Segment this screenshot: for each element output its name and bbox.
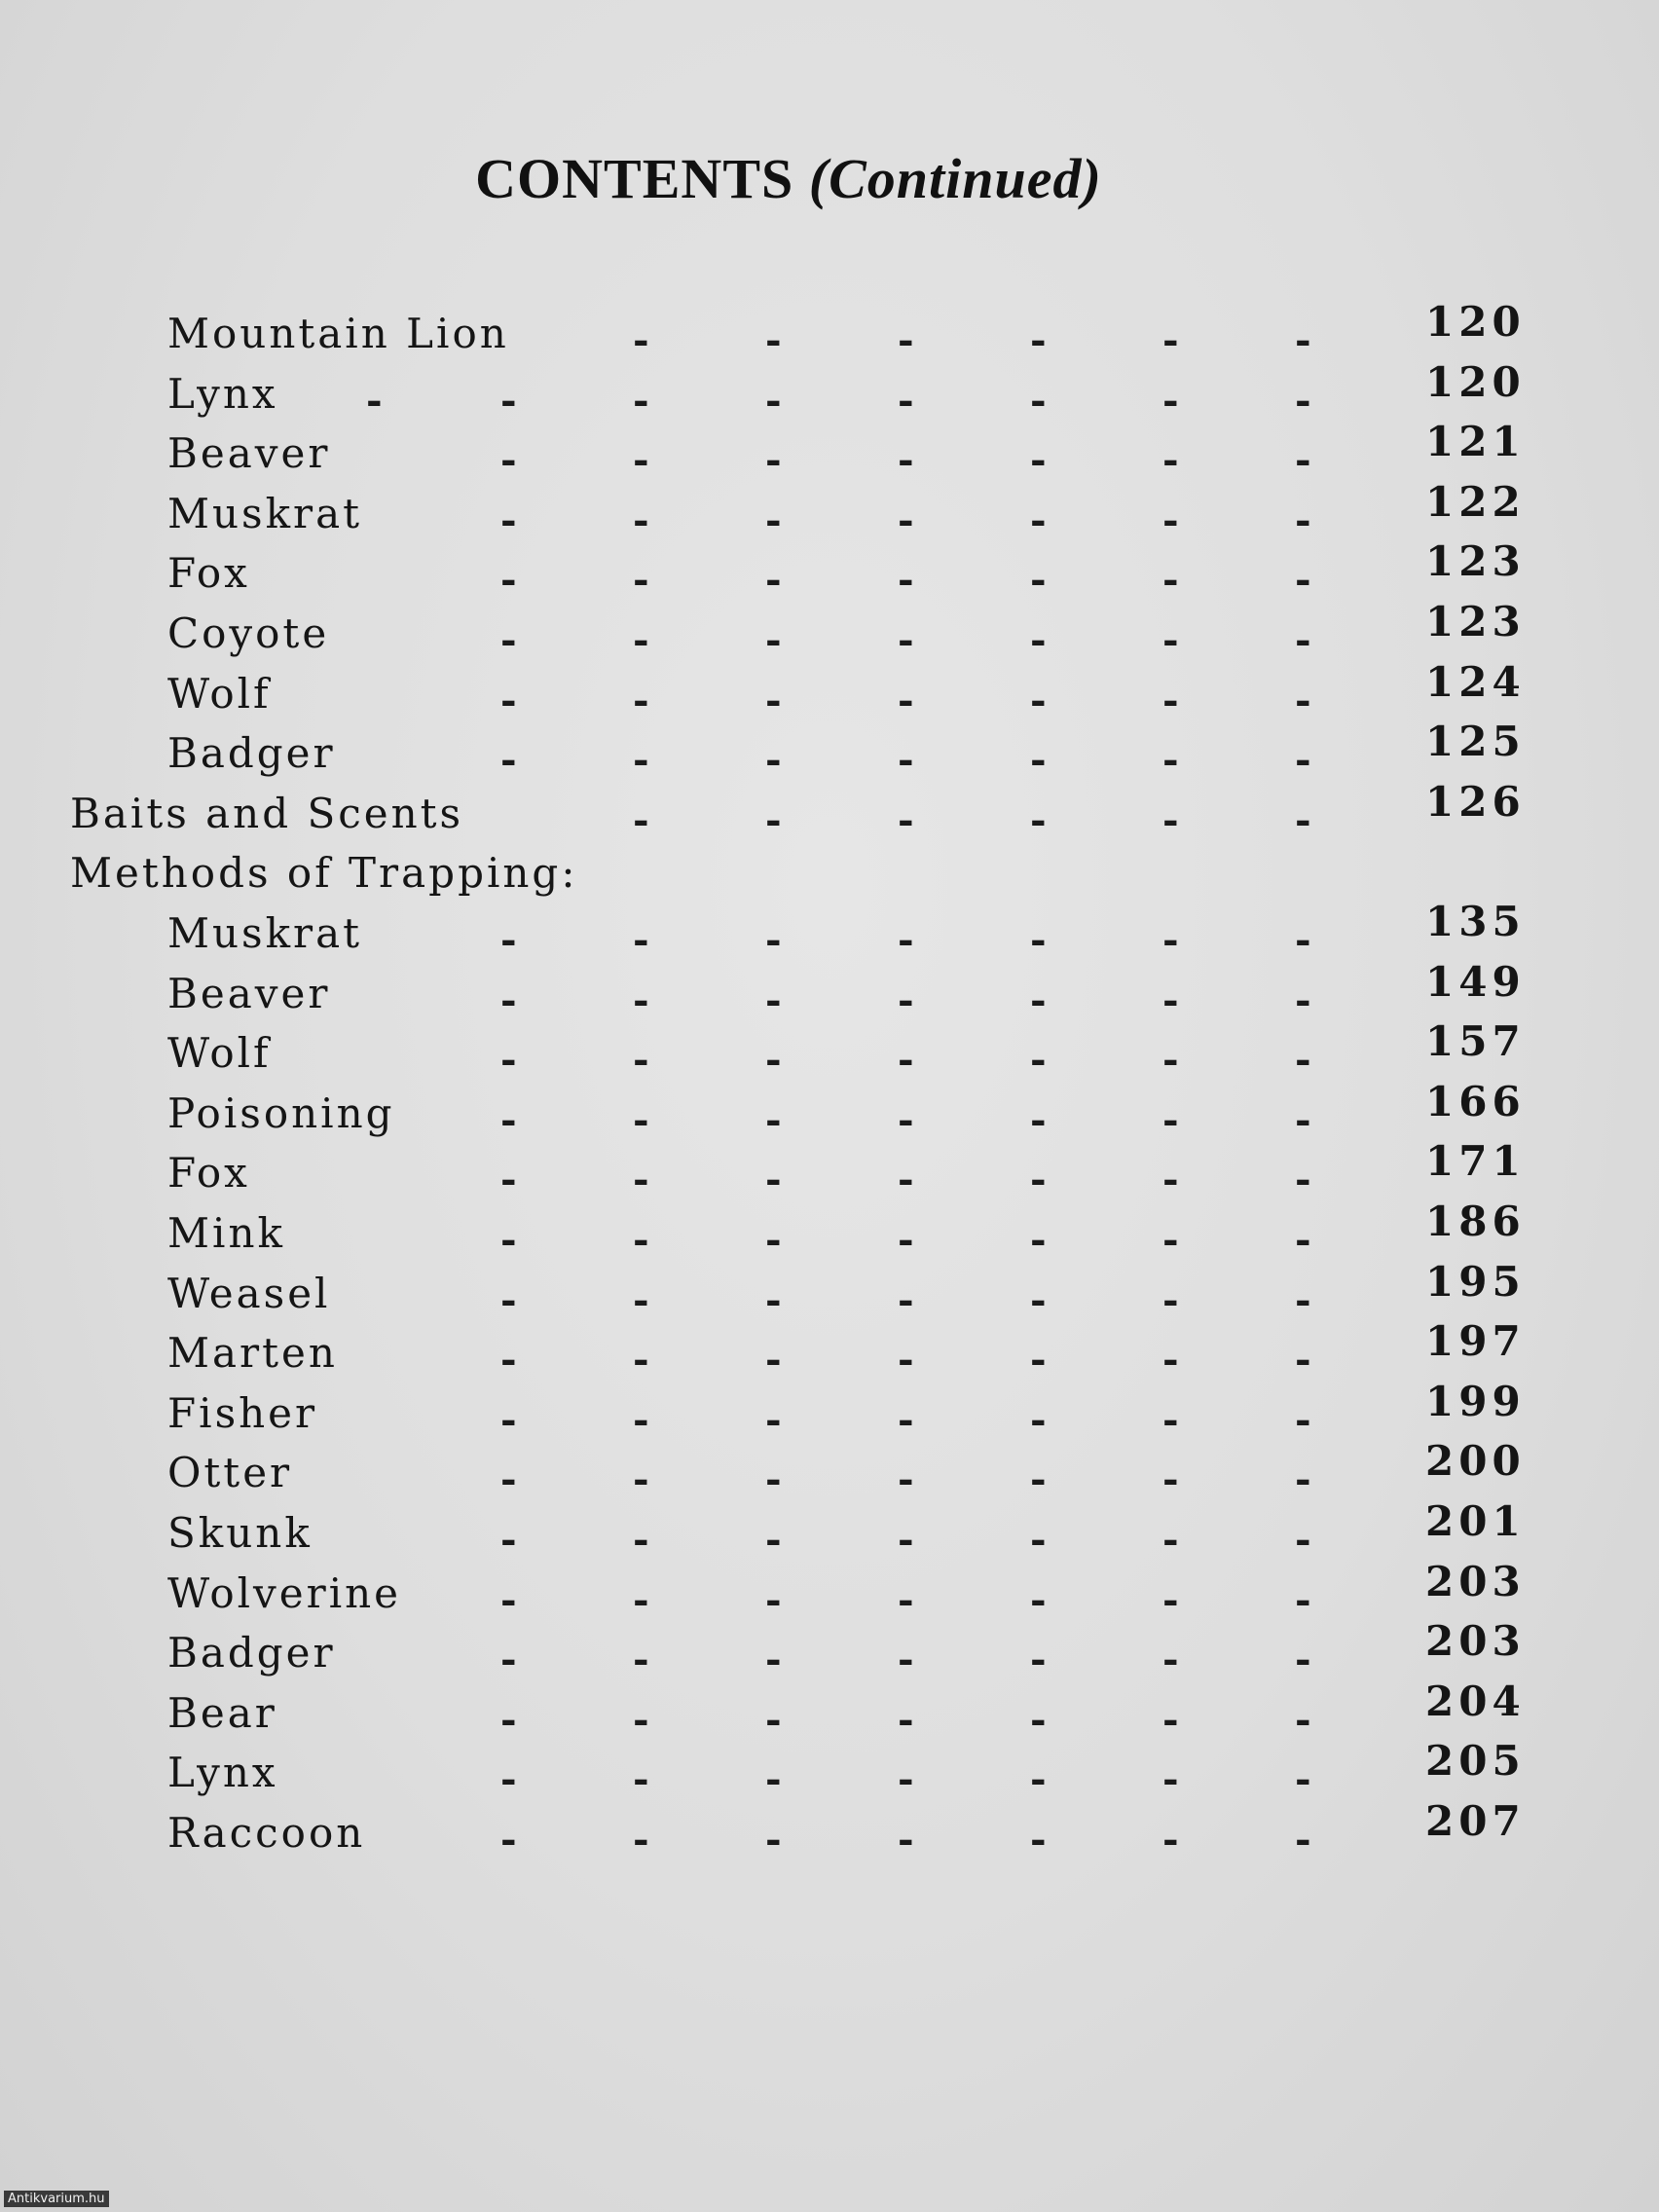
- toc-entry: [0, 1497, 1659, 1567]
- toc-entry: [0, 1137, 1659, 1207]
- toc-entry-page: 149: [1425, 957, 1526, 1006]
- toc-entry-label: Badger: [167, 729, 336, 778]
- leader-dash: -: [633, 317, 649, 363]
- dot-leaders: [0, 1389, 1659, 1448]
- leader-dash: -: [1295, 1396, 1311, 1443]
- leader-dash: -: [500, 677, 517, 723]
- leader-dash: -: [500, 1096, 517, 1143]
- leader-dash: -: [765, 557, 782, 604]
- leader-dash: -: [898, 1696, 914, 1743]
- leader-dash: -: [1030, 1096, 1047, 1143]
- toc-entry: [0, 718, 1659, 788]
- leader-dash: -: [1162, 1096, 1179, 1143]
- toc-entry-page: 203: [1425, 1557, 1526, 1605]
- dot-leaders: [0, 1509, 1659, 1567]
- leader-dash: -: [1162, 377, 1179, 424]
- leader-dash: -: [1030, 1817, 1047, 1862]
- leader-dash: -: [898, 737, 914, 784]
- leader-dash: -: [1162, 1637, 1179, 1683]
- leader-dash: -: [500, 977, 517, 1023]
- toc-entry: [0, 1017, 1659, 1088]
- leader-dash: -: [1295, 1696, 1311, 1743]
- toc-entry-page: 200: [1425, 1437, 1526, 1486]
- leader-dash: -: [1030, 796, 1047, 843]
- toc-entry-page: 201: [1425, 1497, 1526, 1545]
- leader-dash: -: [765, 497, 782, 543]
- leader-dash: -: [898, 1396, 914, 1443]
- leader-dash: -: [1295, 737, 1311, 784]
- leader-dash: -: [1030, 917, 1047, 963]
- leader-dash: -: [1295, 1456, 1311, 1503]
- leader-dash: -: [898, 977, 914, 1023]
- source-watermark: Antikvarium.hu: [4, 2191, 109, 2207]
- dot-leaders: [0, 1270, 1659, 1328]
- leader-dash: -: [765, 1576, 782, 1623]
- leader-dash: -: [633, 1096, 649, 1143]
- leader-dash: -: [1162, 1517, 1179, 1563]
- leader-dash: -: [1162, 1157, 1179, 1203]
- dot-leaders: [0, 1029, 1659, 1088]
- leader-dash: -: [633, 1157, 649, 1203]
- leader-dash: -: [898, 1037, 914, 1084]
- leader-dash: -: [898, 677, 914, 723]
- leader-dash: -: [1030, 377, 1047, 424]
- leader-dash: -: [1030, 1756, 1047, 1803]
- leader-dash: -: [765, 1037, 782, 1084]
- leader-dash: -: [633, 497, 649, 543]
- leader-dash: -: [1162, 1037, 1179, 1084]
- dot-leaders: [0, 909, 1659, 968]
- leader-dash: -: [1295, 677, 1311, 723]
- toc-entry: [0, 1377, 1659, 1448]
- toc-entry: [0, 849, 1659, 907]
- toc-entry-label: Baits and Scents: [70, 789, 464, 837]
- toc-entry-page: 171: [1425, 1137, 1526, 1186]
- leader-dash: -: [1030, 1217, 1047, 1263]
- leader-dash: -: [1295, 1576, 1311, 1623]
- title-continued: (Continued): [808, 147, 1102, 210]
- leader-dash: -: [1162, 977, 1179, 1023]
- leader-dash: -: [1295, 557, 1311, 604]
- leader-dash: -: [1295, 796, 1311, 843]
- leader-dash: -: [633, 1276, 649, 1323]
- leader-dash: -: [765, 1096, 782, 1143]
- toc-entry-label: Fox: [167, 549, 250, 598]
- leader-dash: -: [1295, 1096, 1311, 1143]
- leader-dash: -: [1162, 437, 1179, 484]
- title-text: CONTENTS: [475, 147, 794, 210]
- toc-entry: [0, 1317, 1659, 1387]
- dot-leaders: [0, 1449, 1659, 1507]
- leader-dash: -: [898, 1517, 914, 1563]
- toc-entry-label: Fisher: [167, 1388, 318, 1437]
- toc-entry-page: 135: [1425, 898, 1526, 945]
- toc-entry-label: Coyote: [167, 609, 330, 657]
- leader-dash: -: [765, 1696, 782, 1743]
- leader-dash: -: [1295, 437, 1311, 484]
- leader-dash: -: [765, 917, 782, 963]
- leader-dash: -: [500, 1217, 517, 1263]
- leader-dash: -: [500, 377, 517, 424]
- leader-dash: -: [1162, 1756, 1179, 1803]
- toc-entry-label: Lynx: [167, 1749, 278, 1797]
- toc-entry-label: Muskrat: [167, 489, 363, 537]
- toc-entry: [0, 657, 1659, 728]
- toc-entry-page: 166: [1425, 1077, 1526, 1125]
- leader-dash: -: [1295, 1217, 1311, 1263]
- toc-entry-page: 125: [1425, 718, 1526, 766]
- leader-dash: -: [898, 1157, 914, 1203]
- dot-leaders: [0, 1209, 1659, 1268]
- toc-entry-page: 203: [1425, 1617, 1526, 1666]
- toc-entry-label: Badger: [167, 1629, 336, 1677]
- leader-dash: -: [1030, 1576, 1047, 1623]
- leader-dash: -: [1030, 1456, 1047, 1503]
- leader-dash: -: [1030, 1696, 1047, 1743]
- toc-entry-label: Poisoning: [167, 1088, 395, 1137]
- toc-entry: [0, 1077, 1659, 1148]
- leader-dash: -: [1162, 557, 1179, 604]
- leader-dash: -: [765, 977, 782, 1023]
- leader-dash: -: [765, 1517, 782, 1563]
- leader-dash: -: [633, 1637, 649, 1683]
- toc-entry-page: 186: [1425, 1198, 1526, 1245]
- leader-dash: -: [898, 1817, 914, 1862]
- leader-dash: -: [898, 1756, 914, 1803]
- toc-entry-page: 195: [1425, 1257, 1526, 1306]
- toc-entry-page: 157: [1425, 1017, 1526, 1066]
- leader-dash: -: [765, 1157, 782, 1203]
- toc-entry-page: 204: [1425, 1677, 1526, 1725]
- leader-dash: -: [500, 1817, 517, 1862]
- leader-dash: -: [500, 1456, 517, 1503]
- leader-dash: -: [633, 1576, 649, 1623]
- leader-dash: -: [1030, 497, 1047, 543]
- leader-dash: -: [633, 977, 649, 1023]
- leader-dash: -: [1162, 617, 1179, 663]
- leader-dash: -: [633, 1396, 649, 1443]
- toc-entry-page: 197: [1425, 1317, 1526, 1366]
- leader-dash: -: [765, 1817, 782, 1862]
- leader-dash: -: [1030, 1396, 1047, 1443]
- dot-leaders: [0, 790, 1659, 848]
- leader-dash: -: [898, 377, 914, 424]
- toc-entry: [0, 537, 1659, 608]
- leader-dash: -: [765, 437, 782, 484]
- leader-dash: -: [1162, 497, 1179, 543]
- leader-dash: -: [1030, 557, 1047, 604]
- toc-entry: [0, 898, 1659, 968]
- toc-entry: [0, 418, 1659, 488]
- leader-dash: -: [500, 917, 517, 963]
- leader-dash: -: [1162, 796, 1179, 843]
- toc-entry-label: Raccoon: [167, 1809, 366, 1857]
- toc-entry-label: Wolf: [167, 669, 272, 718]
- toc-entry-label: Mink: [167, 1209, 285, 1257]
- toc-entry-label: Beaver: [167, 969, 331, 1017]
- leader-dash: -: [633, 437, 649, 484]
- toc-entry-label: Wolf: [167, 1029, 272, 1078]
- toc-entry-label: Marten: [167, 1329, 338, 1378]
- toc-entry-page: 120: [1425, 298, 1526, 346]
- dot-leaders: [0, 1149, 1659, 1207]
- leader-dash: -: [1295, 1037, 1311, 1084]
- toc-entry: [0, 1557, 1659, 1628]
- toc-entry: [0, 777, 1659, 848]
- leader-dash: -: [1030, 1276, 1047, 1323]
- toc-entry-page: 207: [1425, 1797, 1526, 1845]
- leader-dash: -: [1295, 1337, 1311, 1383]
- leader-dash: -: [633, 1456, 649, 1503]
- leader-dash: -: [366, 377, 383, 424]
- leader-dash: -: [765, 737, 782, 784]
- leader-dash: -: [1295, 317, 1311, 363]
- toc-entry-label: Bear: [167, 1688, 277, 1737]
- dot-leaders: [0, 609, 1659, 668]
- toc-entry: [0, 1677, 1659, 1748]
- leader-dash: -: [500, 1276, 517, 1323]
- leader-dash: -: [500, 557, 517, 604]
- toc-entry: [0, 357, 1659, 428]
- leader-dash: -: [1030, 617, 1047, 663]
- toc-entry-page: 126: [1425, 777, 1526, 826]
- dot-leaders: [0, 1809, 1659, 1867]
- leader-dash: -: [500, 497, 517, 543]
- toc-entry: [0, 298, 1659, 368]
- leader-dash: -: [1295, 497, 1311, 543]
- toc-entry-label: Wolverine: [167, 1568, 402, 1617]
- leader-dash: -: [898, 497, 914, 543]
- toc-entry: [0, 1737, 1659, 1807]
- leader-dash: -: [1162, 1337, 1179, 1383]
- dot-leaders: [0, 490, 1659, 548]
- leader-dash: -: [1162, 1576, 1179, 1623]
- leader-dash: -: [898, 317, 914, 363]
- leader-dash: -: [898, 437, 914, 484]
- leader-dash: -: [500, 437, 517, 484]
- leader-dash: -: [1162, 1456, 1179, 1503]
- leader-dash: -: [898, 1337, 914, 1383]
- leader-dash: -: [633, 796, 649, 843]
- toc-entry-page: 120: [1425, 357, 1526, 406]
- leader-dash: -: [500, 1637, 517, 1683]
- leader-dash: -: [633, 677, 649, 723]
- toc-entry: [0, 1257, 1659, 1328]
- leader-dash: -: [898, 617, 914, 663]
- toc-entry-page: 124: [1425, 657, 1526, 706]
- dot-leaders: [0, 729, 1659, 788]
- leader-dash: -: [765, 1637, 782, 1683]
- leader-dash: -: [1030, 1157, 1047, 1203]
- leader-dash: -: [898, 1637, 914, 1683]
- leader-dash: -: [1030, 977, 1047, 1023]
- leader-dash: -: [500, 1696, 517, 1743]
- leader-dash: -: [1295, 1756, 1311, 1803]
- toc-entry-label: Methods of Trapping:: [70, 849, 578, 898]
- leader-dash: -: [765, 1276, 782, 1323]
- leader-dash: -: [1162, 1276, 1179, 1323]
- leader-dash: -: [1295, 1276, 1311, 1323]
- leader-dash: -: [1295, 1517, 1311, 1563]
- leader-dash: -: [1030, 737, 1047, 784]
- leader-dash: -: [1162, 677, 1179, 723]
- toc-entry-page: 123: [1425, 598, 1526, 645]
- leader-dash: -: [500, 1337, 517, 1383]
- toc-entry-label: Lynx: [167, 369, 278, 418]
- leader-dash: -: [1162, 1817, 1179, 1862]
- toc-entry: [0, 598, 1659, 668]
- leader-dash: -: [765, 677, 782, 723]
- leader-dash: -: [1295, 1637, 1311, 1683]
- toc-entry: [0, 1437, 1659, 1507]
- toc-entry-label: Fox: [167, 1149, 250, 1198]
- leader-dash: -: [765, 317, 782, 363]
- leader-dash: -: [1030, 437, 1047, 484]
- leader-dash: -: [898, 1276, 914, 1323]
- toc-entry: [0, 1797, 1659, 1867]
- toc-entry: [0, 1617, 1659, 1687]
- toc-entry: [0, 957, 1659, 1028]
- toc-entry-page: 199: [1425, 1377, 1526, 1425]
- leader-dash: -: [898, 1096, 914, 1143]
- leader-dash: -: [1030, 317, 1047, 363]
- leader-dash: -: [898, 557, 914, 604]
- toc-entry-label: Weasel: [167, 1269, 331, 1317]
- dot-leaders: [0, 429, 1659, 488]
- dot-leaders: [0, 1749, 1659, 1807]
- leader-dash: -: [500, 1756, 517, 1803]
- dot-leaders: [0, 1689, 1659, 1748]
- leader-dash: -: [1030, 1337, 1047, 1383]
- leader-dash: -: [765, 617, 782, 663]
- leader-dash: -: [1295, 977, 1311, 1023]
- leader-dash: -: [500, 1517, 517, 1563]
- leader-dash: -: [633, 1756, 649, 1803]
- leader-dash: -: [898, 917, 914, 963]
- leader-dash: -: [765, 796, 782, 843]
- dot-leaders: [0, 549, 1659, 608]
- dot-leaders: [0, 670, 1659, 728]
- leader-dash: -: [633, 1696, 649, 1743]
- leader-dash: -: [633, 617, 649, 663]
- dot-leaders: [0, 970, 1659, 1028]
- leader-dash: -: [633, 557, 649, 604]
- leader-dash: -: [898, 1576, 914, 1623]
- toc-entry-label: Mountain Lion: [167, 310, 509, 357]
- leader-dash: -: [1295, 1817, 1311, 1862]
- toc-entry-label: Beaver: [167, 429, 331, 478]
- leader-dash: -: [633, 377, 649, 424]
- leader-dash: -: [633, 1037, 649, 1084]
- leader-dash: -: [898, 1456, 914, 1503]
- toc-entry-page: 121: [1425, 418, 1526, 466]
- leader-dash: -: [1030, 1517, 1047, 1563]
- toc-entry-page: 122: [1425, 477, 1526, 526]
- toc-entry-page: 205: [1425, 1737, 1526, 1786]
- leader-dash: -: [500, 1576, 517, 1623]
- leader-dash: -: [1162, 317, 1179, 363]
- leader-dash: -: [633, 737, 649, 784]
- leader-dash: -: [1295, 917, 1311, 963]
- dot-leaders: [0, 1089, 1659, 1148]
- toc-entry-label: Skunk: [167, 1509, 313, 1557]
- leader-dash: -: [1162, 737, 1179, 784]
- toc-entry-label: Muskrat: [167, 909, 363, 957]
- leader-dash: -: [633, 1337, 649, 1383]
- leader-dash: -: [1295, 377, 1311, 424]
- leader-dash: -: [1030, 1637, 1047, 1683]
- leader-dash: -: [500, 1396, 517, 1443]
- toc-entry-label: Otter: [167, 1449, 293, 1497]
- leader-dash: -: [633, 1517, 649, 1563]
- leader-dash: -: [898, 796, 914, 843]
- leader-dash: -: [500, 1157, 517, 1203]
- leader-dash: -: [1030, 1037, 1047, 1084]
- leader-dash: -: [500, 1037, 517, 1084]
- leader-dash: -: [500, 617, 517, 663]
- leader-dash: -: [1162, 917, 1179, 963]
- leader-dash: -: [500, 737, 517, 784]
- leader-dash: -: [898, 1217, 914, 1263]
- dot-leaders: [0, 370, 1659, 428]
- leader-dash: -: [765, 1396, 782, 1443]
- leader-dash: -: [633, 1217, 649, 1263]
- leader-dash: -: [765, 1217, 782, 1263]
- leader-dash: -: [1295, 1157, 1311, 1203]
- leader-dash: -: [1162, 1696, 1179, 1743]
- leader-dash: -: [1162, 1396, 1179, 1443]
- leader-dash: -: [765, 1756, 782, 1803]
- toc-entry: [0, 477, 1659, 548]
- leader-dash: -: [633, 917, 649, 963]
- leader-dash: -: [1030, 677, 1047, 723]
- dot-leaders: [0, 310, 1659, 368]
- leader-dash: -: [1162, 1217, 1179, 1263]
- leader-dash: -: [633, 1817, 649, 1862]
- dot-leaders: [0, 1329, 1659, 1387]
- leader-dash: -: [765, 1456, 782, 1503]
- leader-dash: -: [765, 377, 782, 424]
- dot-leaders: [0, 1629, 1659, 1687]
- dot-leaders: [0, 1569, 1659, 1628]
- leader-dash: -: [1295, 617, 1311, 663]
- leader-dash: -: [765, 1337, 782, 1383]
- toc-entry-page: 123: [1425, 537, 1526, 586]
- toc-entry: [0, 1198, 1659, 1268]
